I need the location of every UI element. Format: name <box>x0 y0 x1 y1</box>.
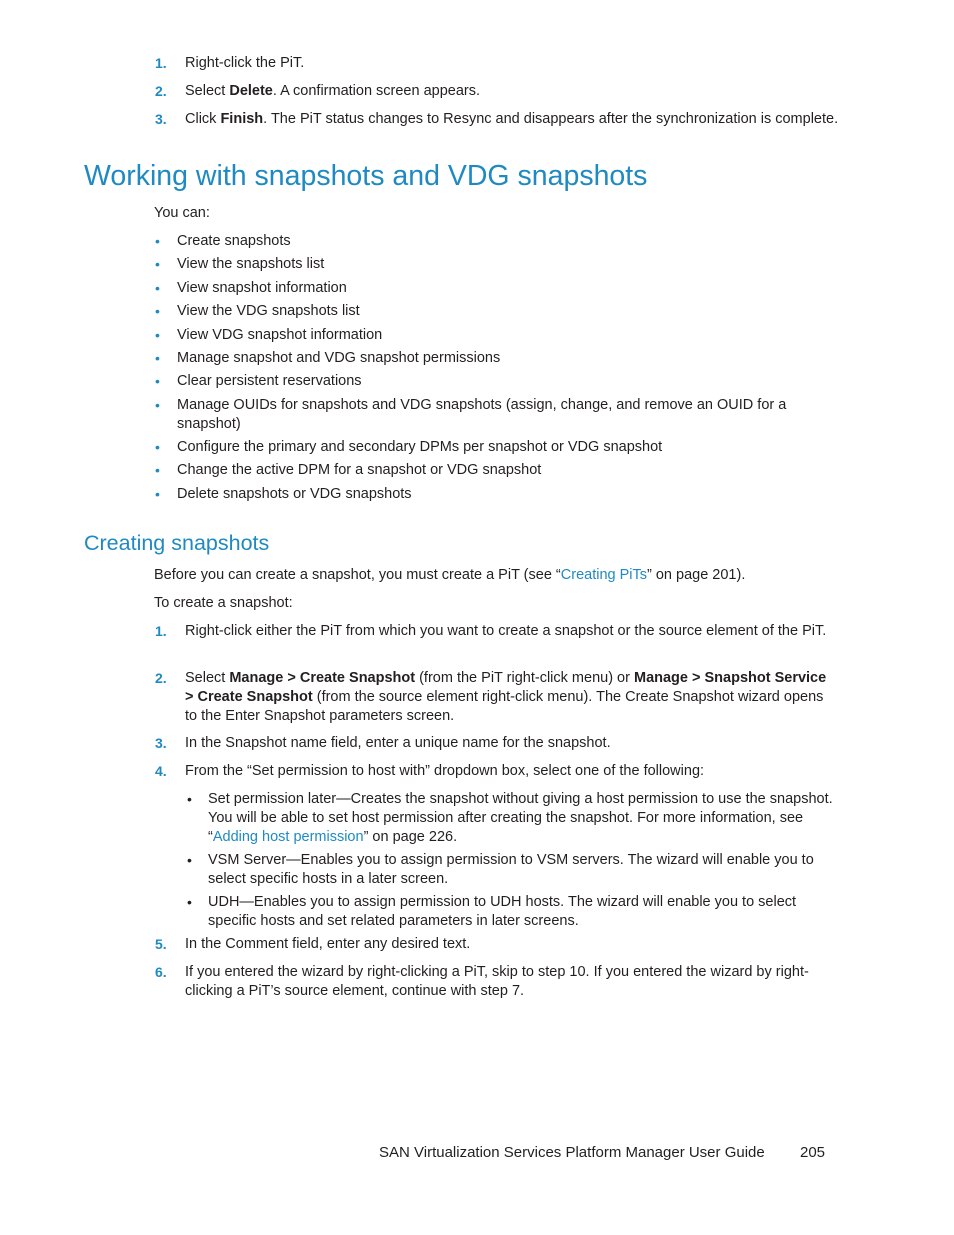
option-item: VSM Server—Enables you to assign permission to VSM servers. The wizard will enable you to select specific hosts in a later screen. <box>208 852 814 887</box>
step-text: Right-click either the PiT from which you want to create a snapshot or the source element of the PiT. <box>185 623 827 639</box>
step-number: 2. <box>155 83 167 99</box>
bullet-icon: • <box>155 373 160 389</box>
step-text: Right-click the PiT. <box>185 55 305 71</box>
option-item: Set permission later—Creates the snapshot without giving a host permission to use the snapshot. You will be able to set host permission after creating the snapshot. For more information, see “Adding host permission” on page 226. <box>208 791 833 845</box>
prerequisite-paragraph: Before you can create a snapshot, you must create a PiT (see “Creating PiTs” on page 201). <box>154 567 746 583</box>
bullet-icon: • <box>187 894 192 910</box>
creating-pits-link[interactable]: Creating PiTs <box>560 567 647 583</box>
list-item: Change the active DPM for a snapshot or VDG snapshot <box>177 462 542 478</box>
list-item: Manage OUIDs for snapshots and VDG snapshots (assign, change, and remove an OUID for a snapshot) <box>177 397 787 432</box>
list-item: View snapshot information <box>177 280 347 296</box>
section-heading: Working with snapshots and VDG snapshots <box>84 160 648 192</box>
step-number: 1. <box>155 623 167 639</box>
bullet-icon: • <box>155 327 160 343</box>
step-text: In the Comment field, enter any desired text. <box>185 936 471 952</box>
bullet-icon: • <box>155 397 160 413</box>
list-item: Manage snapshot and VDG snapshot permissions <box>177 350 501 366</box>
list-item: Clear persistent reservations <box>177 373 362 389</box>
procedure-intro: To create a snapshot: <box>154 595 293 611</box>
list-item: Create snapshots <box>177 233 291 249</box>
step-number: 5. <box>155 936 167 952</box>
list-item: View the VDG snapshots list <box>177 303 360 319</box>
step-number: 3. <box>155 735 167 751</box>
bullet-icon: • <box>187 852 192 868</box>
bullet-icon: • <box>155 280 160 296</box>
step-text: Select Manage > Create Snapshot (from the PiT right-click menu) or Manage > Snapshot Service > Create Snapshot (from the source element right-click menu). The Create Snapshot wizard opens to the Enter Snapshot parameters screen. <box>185 670 827 724</box>
step-number: 1. <box>155 55 167 71</box>
adding-host-permission-link[interactable]: Adding host permission <box>212 829 364 845</box>
intro-text: You can: <box>154 205 210 221</box>
step-number: 4. <box>155 763 167 779</box>
step-number: 3. <box>155 111 167 127</box>
list-item: View VDG snapshot information <box>177 327 383 343</box>
step-text: From the “Set permission to host with” dropdown box, select one of the following: <box>185 763 705 779</box>
step-text: In the Snapshot name field, enter a unique name for the snapshot. <box>185 735 611 751</box>
footer-title: SAN Virtualization Services Platform Manager User Guide <box>379 1144 765 1161</box>
page-number: 205 <box>800 1144 826 1161</box>
bullet-icon: • <box>155 462 160 478</box>
option-item: UDH—Enables you to assign permission to UDH hosts. The wizard will enable you to select specific hosts and set related parameters in later screens. <box>208 894 797 929</box>
step-number: 2. <box>155 670 167 686</box>
step-text: Select Delete. A confirmation screen appears. <box>185 83 481 99</box>
step-text: Click Finish. The PiT status changes to Resync and disappears after the synchronization is complete. <box>185 111 839 127</box>
bullet-icon: • <box>155 256 160 272</box>
bullet-icon: • <box>155 350 160 366</box>
bullet-icon: • <box>155 233 160 249</box>
step-text: If you entered the wizard by right-clicking a PiT, skip to step 10. If you entered the wizard by right-clicking a PiT’s source element, continue with step 7. <box>185 964 809 999</box>
bullet-icon: • <box>187 791 192 807</box>
bullet-icon: • <box>155 439 160 455</box>
list-item: Delete snapshots or VDG snapshots <box>177 486 412 502</box>
list-item: View the snapshots list <box>177 256 325 272</box>
step-number: 6. <box>155 964 167 980</box>
list-item: Configure the primary and secondary DPMs per snapshot or VDG snapshot <box>177 439 663 455</box>
bullet-icon: • <box>155 486 160 502</box>
bullet-icon: • <box>155 303 160 319</box>
subsection-heading: Creating snapshots <box>84 531 270 555</box>
